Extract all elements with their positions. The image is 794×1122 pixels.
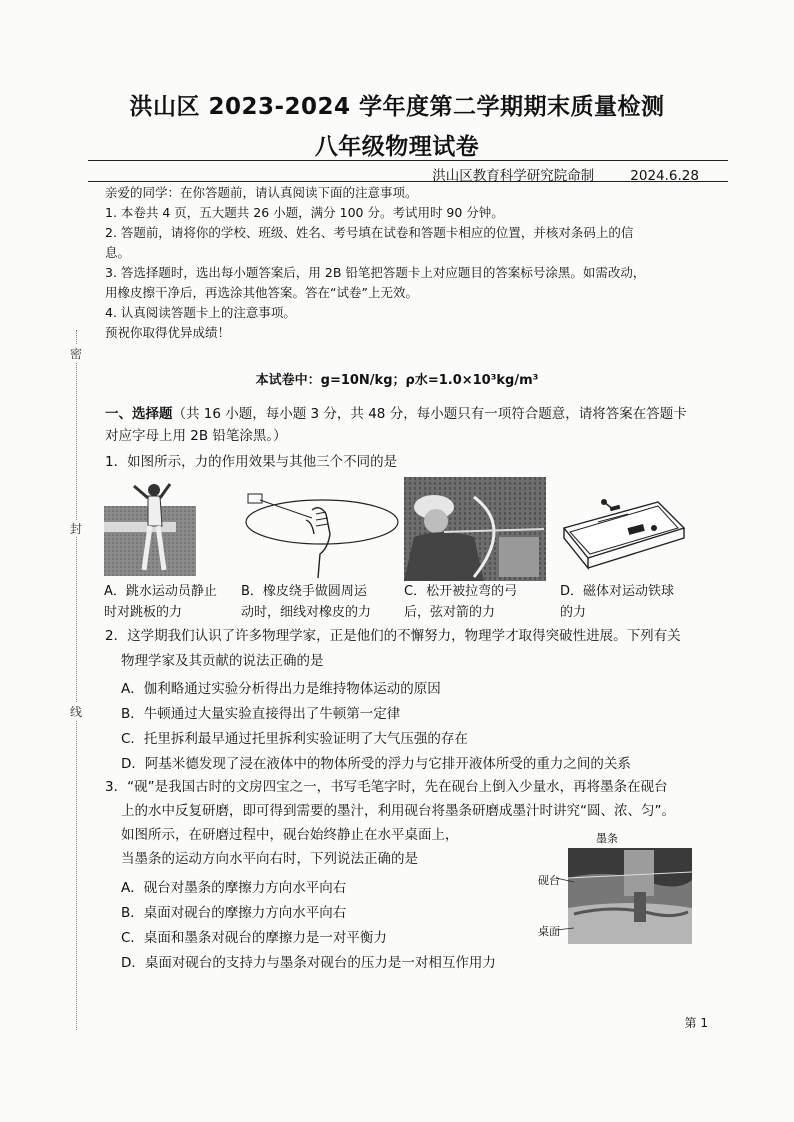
label-inkstone: 砚台 [538, 874, 560, 887]
q2-option-b: B．牛顿通过大量实验直接得出了牛顿第一定律 [121, 706, 401, 722]
q2-option-a: A．伽利略通过实验分析得出力是维持物体运动的原因 [121, 681, 441, 697]
q1-option-c [404, 581, 517, 623]
notice-item: 3. 答选择题时，选出每小题答案后，用 2B 铅笔把答题卡上对应题目的答案标号涂黑。如需改动， [105, 265, 646, 280]
magnet-iron-ball-image [558, 488, 688, 570]
notice-item: 2. 答题前，请将你的学校、班级、姓名、考号填在试卷和答题卡相应的位置，并核对条码上的信 [105, 225, 634, 240]
notice-item: 息。 [105, 245, 131, 260]
q3-option-c: C．桌面和墨条对砚台的摩擦力是一对平衡力 [121, 930, 387, 946]
notice-item: 1. 本卷共 4 页，五大题共 26 小题，满分 100 分。考试用时 90 分钟。 [105, 205, 504, 220]
q1-stem: 1．如图所示，力的作用效果与其他三个不同的是 [105, 454, 398, 470]
q1-option-a [104, 581, 217, 623]
q2-option-d: D．阿基米德发现了浸在液体中的物体所受的浮力与它排开液体所受的重力之间的关系 [121, 756, 631, 772]
q3-stem-1: 3．“砚”是我国古时的文房四宝之一，书写毛笔字时，先在砚台上倒入少量水，再将墨条在砚台 [105, 779, 668, 795]
binding-mark-feng: 封 [70, 522, 83, 536]
q1-option-d [560, 581, 674, 623]
label-pointer-lines [556, 846, 576, 936]
label-ink-stick: 墨条 [596, 832, 618, 845]
q2-stem-2: 物理学家及其贡献的说法正确的是 [121, 653, 324, 669]
notice-item: 预祝你取得优异成绩！ [105, 325, 231, 340]
header-rule [88, 160, 728, 161]
q1-option-a-line1: A．跳水运动员静止 [104, 584, 217, 599]
constants-line: 本试卷中：g=10N/kg；ρ水=1.0×10³kg/m³ [255, 373, 539, 388]
notice-item: 4. 认真阅读答题卡上的注意事项。 [105, 305, 296, 320]
q1-option-d-line1: D．磁体对运动铁球 [560, 584, 675, 599]
notice-block [105, 183, 745, 343]
section-heading [105, 403, 745, 425]
q3-stem-2: 上的水中反复研磨，即可得到需要的墨汁，利用砚台将墨条研磨成墨汁时讲究“圆、浓、匀”。 [121, 803, 675, 819]
binding-mark-xian: 线 [70, 705, 83, 719]
diving-board-image [104, 478, 196, 576]
inkstone-image [568, 848, 692, 944]
exam-subtitle: 八年级物理试卷 [314, 134, 480, 160]
q1-option-c-line1: C．松开被拉弯的弓 [404, 584, 518, 599]
exam-date: 2024.6.28 [630, 168, 699, 184]
notice-greeting: 亲爱的同学：在你答题前，请认真阅读下面的注意事项。 [105, 185, 418, 200]
q1-option-a-line2: 时对跳板的力 [104, 605, 183, 620]
binding-line [76, 330, 77, 1030]
q3-option-a: A．砚台对墨条的摩擦力方向水平向右 [121, 880, 347, 896]
q1-option-d-line2: 的力 [560, 605, 587, 620]
q3-stem-4: 当墨条的运动方向水平向右时，下列说法正确的是 [121, 851, 418, 867]
rubber-circular-motion-image [242, 480, 402, 580]
section-desc: （共 16 小题，每小题 3 分，共 48 分，每小题只有一项符合题意，请将答案在答题卡 [172, 406, 687, 422]
q2-stem-1: 2．这学期我们认识了许多物理学家，正是他们的不懈努力，物理学才取得突破性进展。下列有关 [105, 628, 681, 644]
binding-mark-mi: 密 [70, 347, 83, 361]
bow-and-arrow-image [404, 477, 546, 581]
publisher: 洪山区教育科学研究院命制 [432, 168, 595, 184]
q1-option-c-line2: 后，弦对箭的力 [404, 605, 496, 620]
label-table: 桌面 [538, 925, 560, 938]
q3-option-b: B．桌面对砚台的摩擦力方向水平向右 [121, 905, 347, 921]
q1-option-b [241, 581, 371, 623]
page-number: 第 1 [684, 1016, 708, 1030]
q2-option-c: C．托里拆利最早通过托里拆利实验证明了大气压强的存在 [121, 731, 468, 747]
exam-title: 洪山区 2023-2024 学年度第二学期期末质量检测 [129, 94, 665, 120]
header-rule-2 [88, 181, 728, 182]
section-title: 一、选择题 [105, 406, 173, 422]
notice-item: 用橡皮擦干净后，再选涂其他答案。答在“试卷”上无效。 [105, 285, 418, 300]
q1-option-b-line1: B．橡皮绕手做圆周运 [241, 584, 367, 599]
q3-stem-3: 如图所示，在研磨过程中，砚台始终静止在水平桌面上， [121, 827, 459, 843]
q3-option-d: D．桌面对砚台的支持力与墨条对砚台的压力是一对相互作用力 [121, 955, 496, 971]
section-desc-2: 对应字母上用 2B 铅笔涂黑。） [105, 428, 287, 444]
q1-option-b-line2: 动时，细线对橡皮的力 [241, 605, 372, 620]
